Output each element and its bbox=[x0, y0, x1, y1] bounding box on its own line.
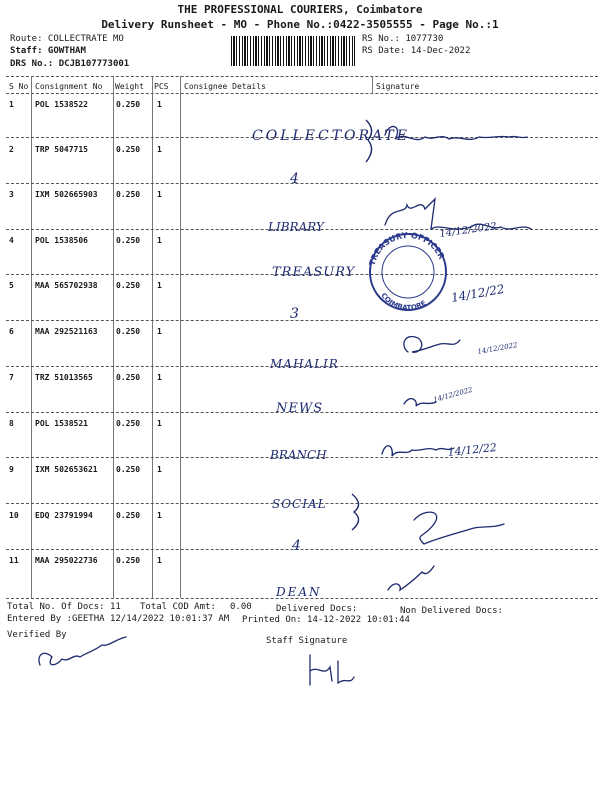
row-consignment: TRP 5047715 bbox=[35, 145, 88, 154]
row-sno: 2 bbox=[9, 145, 14, 154]
verifier-signature bbox=[39, 637, 126, 665]
signature-date: 14/12/2022 bbox=[476, 341, 519, 356]
column-divider bbox=[31, 76, 32, 598]
barcode-image bbox=[231, 36, 355, 66]
stamp-top-text: TREASURY OFFICER bbox=[367, 230, 447, 267]
row-rule bbox=[6, 457, 598, 458]
consignee-handwriting: DEAN bbox=[276, 585, 322, 599]
drs-number: DRS No.: DCJB107773001 bbox=[10, 59, 130, 69]
row-consignment: TRZ 51013565 bbox=[35, 373, 93, 382]
col-header-signature: Signature bbox=[376, 82, 420, 91]
consignee-handwriting: 3 bbox=[290, 306, 299, 322]
staff-signature bbox=[310, 655, 354, 685]
signature-scribble bbox=[404, 337, 460, 353]
row-weight: 0.250 bbox=[116, 100, 141, 109]
signature-scribble bbox=[404, 399, 436, 406]
company-title: THE PROFESSIONAL COURIERS, Coimbatore bbox=[177, 3, 423, 16]
bracket-mark bbox=[352, 494, 359, 530]
total-docs: Total No. Of Docs: 11 bbox=[7, 602, 121, 612]
row-rule bbox=[6, 412, 598, 413]
row-pcs: 1 bbox=[157, 419, 162, 428]
row-sno: 5 bbox=[9, 281, 14, 290]
row-rule bbox=[6, 503, 598, 504]
row-consignment: IXM 502665903 bbox=[35, 190, 98, 199]
consignee-handwriting: BRANCH bbox=[270, 448, 327, 462]
signature-date: 14/12/22 bbox=[450, 281, 506, 305]
printed-on: Printed On: 14-12-2022 10:01:44 bbox=[242, 615, 410, 625]
row-pcs: 1 bbox=[157, 465, 162, 474]
row-sno: 3 bbox=[9, 190, 14, 199]
row-weight: 0.250 bbox=[116, 327, 141, 336]
row-weight: 0.250 bbox=[116, 190, 141, 199]
row-consignment: EDQ 23791994 bbox=[35, 511, 93, 520]
row-pcs: 1 bbox=[157, 556, 162, 565]
row-pcs: 1 bbox=[157, 145, 162, 154]
row-pcs: 1 bbox=[157, 327, 162, 336]
row-sno: 1 bbox=[9, 100, 14, 109]
row-consignment: MAA 565702938 bbox=[35, 281, 98, 290]
signature-date: 14/12/22 bbox=[446, 440, 498, 459]
row-sno: 7 bbox=[9, 373, 14, 382]
row-sno: 9 bbox=[9, 465, 14, 474]
row-weight: 0.250 bbox=[116, 556, 141, 565]
signature-scribble bbox=[388, 566, 434, 590]
svg-text:TREASURY OFFICER bbox=[368, 231, 446, 267]
row-consignment: MAA 295022736 bbox=[35, 556, 98, 565]
row-sno: 11 bbox=[9, 556, 19, 565]
col-header-pcs: PCS bbox=[154, 82, 169, 91]
row-sno: 4 bbox=[9, 236, 14, 245]
verified-by-label: Verified By bbox=[7, 630, 67, 640]
row-rule bbox=[6, 320, 598, 321]
total-cod-value: 0.00 bbox=[230, 602, 252, 612]
svg-text:COIMBATORE bbox=[379, 292, 427, 313]
col-header-sno: S No bbox=[9, 82, 29, 91]
rs-number: RS No.: 1077730 bbox=[362, 34, 444, 44]
total-cod-label: Total COD Amt: bbox=[140, 602, 216, 612]
row-consignment: POL 1538521 bbox=[35, 419, 88, 428]
row-weight: 0.250 bbox=[116, 236, 141, 245]
row-weight: 0.250 bbox=[116, 281, 141, 290]
row-rule bbox=[6, 274, 598, 275]
consignee-handwriting: 4 bbox=[290, 171, 299, 187]
row-weight: 0.250 bbox=[116, 511, 141, 520]
consignee-handwriting: 4 bbox=[292, 538, 301, 554]
row-weight: 0.250 bbox=[116, 145, 141, 154]
table-header-rule bbox=[6, 93, 598, 94]
row-weight: 0.250 bbox=[116, 465, 141, 474]
row-rule bbox=[6, 183, 598, 184]
signature-scribble bbox=[385, 199, 531, 229]
row-weight: 0.250 bbox=[116, 419, 141, 428]
col-header-consignee: Consignee Details bbox=[184, 82, 266, 91]
row-consignment: POL 1538522 bbox=[35, 100, 88, 109]
col-header-consignment: Consignment No bbox=[35, 82, 103, 91]
row-pcs: 1 bbox=[157, 511, 162, 520]
route-label: Route: COLLECTRATE MO bbox=[10, 34, 124, 44]
consignee-handwriting: NEWS bbox=[276, 401, 324, 416]
row-sno: 6 bbox=[9, 327, 14, 336]
row-rule bbox=[6, 137, 598, 138]
column-divider bbox=[152, 76, 153, 598]
row-consignment: IXM 502653621 bbox=[35, 465, 98, 474]
row-weight: 0.250 bbox=[116, 373, 141, 382]
bracket-mark bbox=[366, 120, 372, 162]
row-pcs: 1 bbox=[157, 236, 162, 245]
row-rule bbox=[6, 229, 598, 230]
row-rule bbox=[6, 366, 598, 367]
delivered-docs: Delivered Docs: bbox=[276, 604, 358, 614]
signature-scribble bbox=[414, 512, 504, 544]
signature-date: 14/12/2022 bbox=[432, 385, 474, 404]
row-pcs: 1 bbox=[157, 281, 162, 290]
col-header-weight: Weight bbox=[115, 82, 144, 91]
row-sno: 8 bbox=[9, 419, 14, 428]
entered-by: Entered By :GEETHA 12/14/2022 10:01:37 AM bbox=[7, 614, 230, 624]
column-divider bbox=[113, 76, 114, 598]
consignee-handwriting: COLLECTORATE bbox=[252, 128, 410, 144]
runsheet-subtitle: Delivery Runsheet - MO - Phone No.:0422-3505555 - Page No.:1 bbox=[101, 18, 499, 31]
rs-date: RS Date: 14-Dec-2022 bbox=[362, 46, 471, 56]
row-pcs: 1 bbox=[157, 373, 162, 382]
staff-label: Staff: GOWTHAM bbox=[10, 46, 86, 56]
treasury-stamp bbox=[368, 231, 446, 312]
row-sno: 10 bbox=[9, 511, 19, 520]
row-consignment: MAA 292521163 bbox=[35, 327, 98, 336]
row-pcs: 1 bbox=[157, 190, 162, 199]
column-divider bbox=[372, 76, 373, 94]
row-consignment: POL 1538506 bbox=[35, 236, 88, 245]
signature-date: 14/12/2022 bbox=[438, 221, 498, 240]
signature-scribble bbox=[382, 446, 454, 456]
row-pcs: 1 bbox=[157, 100, 162, 109]
staff-signature-label: Staff Signature bbox=[266, 636, 348, 646]
consignee-handwriting: TREASURY bbox=[272, 265, 356, 280]
non-delivered-docs: Non Delivered Docs: bbox=[400, 606, 503, 616]
consignee-handwriting: SOCIAL bbox=[272, 497, 327, 511]
consignee-handwriting: MAHALIR bbox=[270, 357, 339, 371]
table-top-rule bbox=[6, 76, 598, 77]
table-bottom-rule bbox=[6, 598, 598, 599]
row-rule bbox=[6, 549, 598, 550]
column-divider bbox=[180, 76, 181, 598]
consignee-handwriting: LIBRARY bbox=[268, 220, 324, 234]
stamp-bottom-text: COIMBATORE bbox=[379, 291, 428, 313]
